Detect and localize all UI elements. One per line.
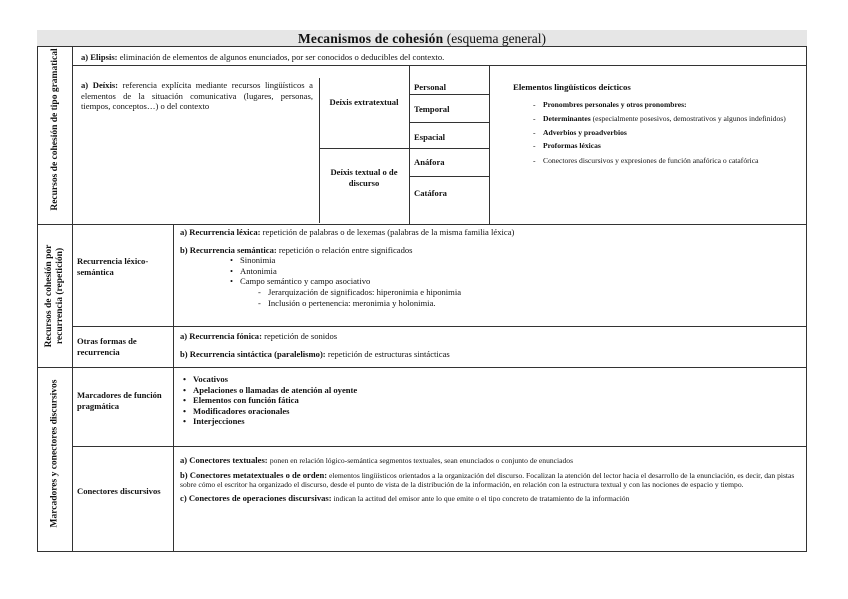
list-item: • Apelaciones o llamadas de atención al oyente xyxy=(183,385,783,396)
pragmatic-label: Marcadores de función pragmática xyxy=(77,390,162,411)
divider xyxy=(489,65,490,224)
connectors-content xyxy=(180,455,804,504)
list-item: - Determinantes (especialmente posesivos, demostrativos y algunos indefinidos) xyxy=(533,114,801,123)
deixis-textual: Deíxis textual o de discurso xyxy=(330,167,398,188)
list-item: - Pronombres personales y otros pronombres: xyxy=(533,100,801,109)
divider xyxy=(173,224,174,552)
list-item: - Inclusión o pertenencia: meronimia y holonimia. xyxy=(258,298,802,309)
list-item: b) Conectores metatextuales o de orden: elementos lingüísticos orientados a la organización del discurso. Focalizan la atención del lector hacia el desarrollo de la enunciación, es decir, dan pistas sobre cómo el escritor ha organizado el discurso, desde el punto de vista de la distribución de la información, en relación con la estructura textual y con las nociones de espacio y tiempo. xyxy=(180,469,795,489)
list-item: • Elementos con función fática xyxy=(183,395,783,406)
section-label-markers: Marcadores y conectores discursivos xyxy=(49,379,60,528)
list-item: c) Conectores de operaciones discursivas: indican la actitud del emisor ante lo que emite o el tipo concreto de tratamiento de la información xyxy=(180,493,630,504)
deictic-elements-title: Elementos lingüísticos deícticos xyxy=(513,82,631,92)
list-item: • Antonimia xyxy=(230,266,802,277)
pragmatic-list xyxy=(183,374,783,427)
divider xyxy=(319,148,489,149)
list-item: - Proformas léxicas xyxy=(533,141,801,150)
deixis-type: Temporal xyxy=(414,104,450,114)
list-item: a) Recurrencia fónica: repetición de sonidos xyxy=(180,331,338,341)
list-item: • Sinonimia xyxy=(230,255,802,266)
list-item: - Jerarquización de significados: hiperonimia e hiponimia xyxy=(258,287,802,298)
list-item: b) Recurrencia semántica: repetición o relación entre significados xyxy=(180,244,413,255)
cohesion-table xyxy=(37,30,807,552)
divider xyxy=(37,367,807,368)
list-item: - Adverbios y proadverbios xyxy=(533,128,801,137)
divider xyxy=(409,122,489,123)
divider xyxy=(409,176,489,177)
deixis-type: Catáfora xyxy=(414,188,447,198)
section-label-recurrence: Recursos de cohesión por recurrencia (repetición) xyxy=(44,244,65,348)
list-item: • Campo semántico y campo asociativo xyxy=(230,276,802,287)
list-item: a) Conectores textuales: ponen en relación lógico-semántica segmentos textuales, sean enunciados o conjunto de enunciados xyxy=(180,455,574,465)
divider xyxy=(72,446,807,447)
divider xyxy=(72,65,807,66)
list-item: - Conectores discursivos y expresiones de función anafórica o catafórica xyxy=(533,156,801,165)
divider xyxy=(409,94,489,95)
deixis-type: Espacial xyxy=(414,132,446,142)
list-item: a) Recurrencia léxica: repetición de palabras o de lexemas (palabras de la misma familia léxica) xyxy=(180,227,515,237)
list-item: • Modificadores oracionales xyxy=(183,406,783,417)
other-recurrence-label: Otras formas de recurrencia xyxy=(77,336,137,357)
other-recurrence-content xyxy=(180,331,802,359)
list-item: b) Recurrencia sintáctica (paralelismo): repetición de estructuras sintácticas xyxy=(180,348,450,359)
page-title: Mecanismos de cohesión (esquema general) xyxy=(37,30,807,47)
connectors-label: Conectores discursivos xyxy=(77,486,161,496)
ellipsis-row: a) Elipsis: eliminación de elementos de algunos enunciados, por ser conocidos o deducibles del contexto. xyxy=(81,52,445,62)
divider xyxy=(409,65,410,224)
list-item: • Interjecciones xyxy=(183,416,783,427)
divider xyxy=(72,47,73,552)
deictic-elements-list xyxy=(533,100,801,165)
divider xyxy=(319,78,320,223)
deixis-extratextual: Deíxis extratextual xyxy=(329,97,399,107)
deixis-type: Personal xyxy=(414,82,446,92)
divider xyxy=(72,326,807,327)
deixis-definition: a) Deíxis: referencia explícita mediante recursos lingüísticos a elementos de la situación comunicativa (lugares, personas, tiempos, conceptos…) o del contexto xyxy=(81,80,314,112)
section-label-grammatical: Recursos de cohesión de tipo gramatical xyxy=(50,48,60,211)
lexsem-content xyxy=(180,224,802,308)
deixis-type: Anáfora xyxy=(414,157,445,167)
lexsem-label: Recurrencia léxico-semántica xyxy=(77,256,149,277)
list-item: • Vocativos xyxy=(183,374,783,385)
